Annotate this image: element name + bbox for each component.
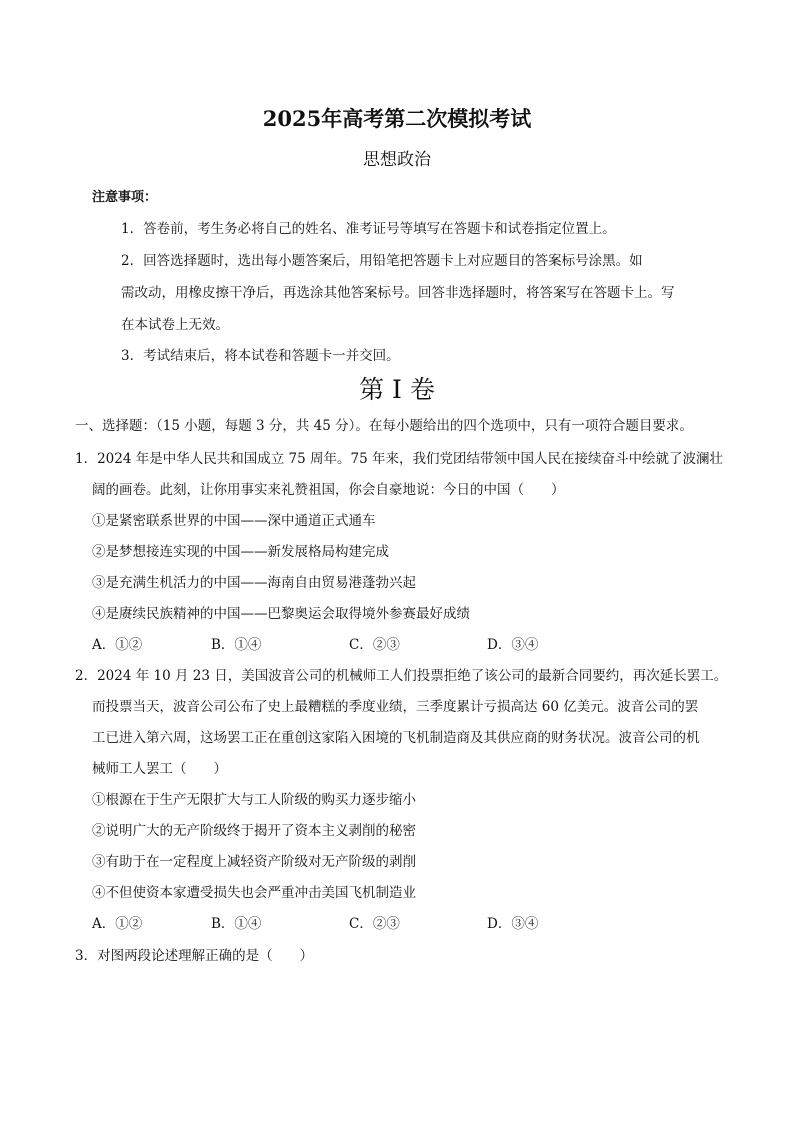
answer-choice: D．③④ [487,916,539,932]
answer-choice: A．①② [92,916,143,932]
exam-subject: 思想政治 [363,150,431,170]
answer-choice: D．③④ [487,637,539,653]
question-stem-line: 3．对图两段论述理解正确的是（ ） [75,948,314,964]
notice-line: 1．答卷前，考生务必将自己的姓名、准考证号等填写在答题卡和试卷指定位置上。 [121,221,616,237]
answer-choice: B．①④ [211,637,262,653]
question-stem-line: 而投票当天，波音公司公布了史上最糟糕的季度业绩，三季度累计亏损高达 60 亿美元。波音公司的罢 [92,699,699,715]
answer-choice: A．①② [92,637,143,653]
question-stem-line: 工已进入第六周，这场罢工正在重创这家陷入困境的飞机制造商及其供应商的财务状况。波音公司的机 [92,730,700,746]
question-item: ③是充满生机活力的中国——海南自由贸易港蓬勃兴起 [92,575,416,591]
answer-choice: C．②③ [349,637,400,653]
question-stem-line: 械师工人罢工（ ） [92,761,227,777]
question-item: ①是紧密联系世界的中国——深中通道正式通车 [92,513,376,529]
question-stem-line: 1．2024 年是中华人民共和国成立 75 周年。75 年来，我们党团结带领中国人民在接续奋斗中绘就了波澜壮 [75,451,723,467]
answer-choice: C．②③ [349,916,400,932]
section-heading: 一、选择题：（15 小题，每题 3 分，共 45 分）。在每小题给出的四个选项中，只有一项符合题目要求。 [75,418,693,434]
question-item: ②是梦想接连实现的中国——新发展格局构建完成 [92,544,389,560]
notice-heading: 注意事项： [92,190,158,205]
question-item: ④不但使资本家遭受损失也会严重冲击美国飞机制造业 [92,885,416,901]
question-item: ④是赓续民族精神的中国——巴黎奥运会取得境外参赛最好成绩 [92,606,470,622]
part-title: 第 I 卷 [359,375,435,404]
question-item: ①根源在于生产无限扩大与工人阶级的购买力逐步缩小 [92,792,416,808]
notice-line: 3．考试结束后，将本试卷和答题卡一并交回。 [121,348,400,364]
answer-choice: B．①④ [211,916,262,932]
question-stem-line: 2．2024 年 10 月 23 日，美国波音公司的机械师工人们投票拒绝了该公司的最新合同要约，再次延长罢工。 [75,668,728,684]
exam-title: 2025年高考第二次模拟考试 [262,106,532,131]
notice-line: 需改动，用橡皮擦干净后，再选涂其他答案标号。回答非选择题时，将答案写在答题卡上。写 [121,285,675,301]
question-item: ②说明广大的无产阶级终于揭开了资本主义剥削的秘密 [92,823,416,839]
question-item: ③有助于在一定程度上减轻资产阶级对无产阶级的剥削 [92,854,416,870]
notice-line: 2．回答选择题时，选出每小题答案后，用铅笔把答题卡上对应题目的答案标号涂黑。如 [121,253,643,269]
notice-line: 在本试卷上无效。 [121,317,229,333]
question-stem-line: 阔的画卷。此刻，让你用事实来礼赞祖国，你会自豪地说：今日的中国（ ） [92,482,565,498]
